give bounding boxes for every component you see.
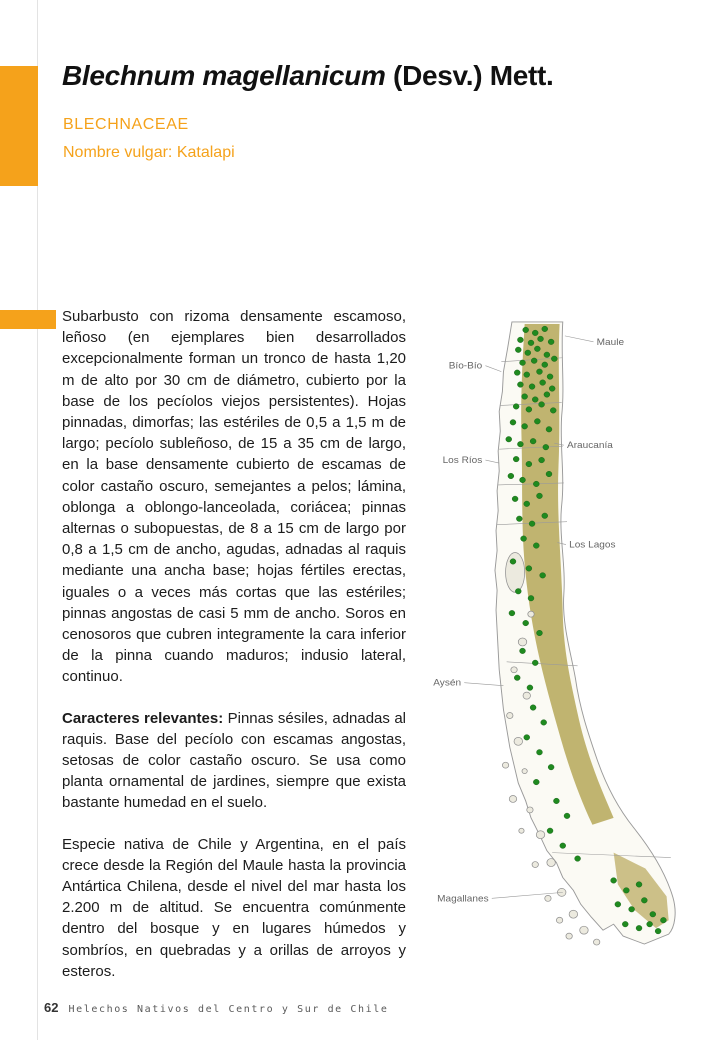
distribution-dot <box>547 828 553 834</box>
distribution-dot <box>508 473 514 479</box>
distribution-dot <box>520 360 526 366</box>
map-region-label: Magallanes <box>437 893 489 905</box>
distribution-dot <box>522 394 528 400</box>
description-paragraph: Subarbusto con rizoma densamente escamoso, leñoso (en ejemplares bien desarrollados excepcionalmente forman un tronco de hasta 1,20 m de alto por 30 cm de diámetro, cubierto por la base de los pecíolos viejos persistentes). Hojas pinnadas, dimorfas; las estériles de 0,5 a 1,5 m de largo; pecíolo subleñoso, de 15 a 35 cm de largo, en la base densamente cubierto de escamas de color castaño oscuro, semejantes a pelos; lámina, oblonga a oblongo-lanceolada, coriácea; pinnas alternas o subopuestas, de 8 a 15 cm de largo por 0,8 a 1,5 cm de ancho, agudas, adnadas al raquis mediante una ancha base; hojas fértiles erectas, iguales o a veces más cortas que las estériles; pinnas angostas de casi 5 mm de ancho. Soros en cenosoros que cubren integramente la cara inferior de la pinna cuando maduros; indusio lateral, continuo. <box>62 308 406 686</box>
characters-paragraph <box>62 708 406 814</box>
label-leader-line <box>464 683 503 686</box>
distribution-dot <box>524 735 530 741</box>
distribution-dot <box>537 369 543 375</box>
distribution-dot <box>509 610 515 616</box>
map-region-label: Araucanía <box>567 440 613 452</box>
distribution-dot <box>528 340 534 346</box>
distribution-dot <box>532 397 538 403</box>
page-number: 62 <box>44 1000 59 1015</box>
distribution-dot <box>517 441 523 447</box>
distribution-dot <box>537 493 543 499</box>
distribution-dot <box>538 336 544 342</box>
distribution-dot <box>660 917 666 923</box>
label-leader-line <box>492 892 563 898</box>
distribution-dot <box>537 749 543 755</box>
distribution-dot <box>530 438 536 444</box>
distribution-dot <box>623 888 629 894</box>
distribution-dot <box>540 573 546 579</box>
label-leader-line <box>565 336 594 342</box>
distribution-dot <box>531 358 537 364</box>
distribution-dot <box>546 427 552 433</box>
distribution-dot <box>528 595 534 601</box>
body-text-column <box>62 306 406 1002</box>
map-region-label: Los Ríos <box>442 455 483 466</box>
distribution-dot <box>524 501 530 507</box>
distribution-dot <box>553 798 559 804</box>
label-leader-line <box>485 366 501 372</box>
distribution-dot <box>514 675 520 681</box>
map-region-label: Los Lagos <box>569 539 616 551</box>
paragraph-accent-bar <box>0 310 56 329</box>
distribution-dot <box>523 620 529 626</box>
distribution-dot <box>532 660 538 666</box>
distribution-dot <box>546 471 552 477</box>
distribution-dot <box>537 630 543 636</box>
distribution-dot <box>515 588 521 594</box>
distribution-dot <box>521 536 527 542</box>
distribution-dot <box>526 407 532 413</box>
distribution-dot <box>544 392 550 398</box>
family-name: BLECHNACEAE <box>63 116 189 133</box>
distribution-dot <box>542 326 548 332</box>
distribution-map <box>406 316 692 952</box>
distribution-dot <box>564 813 570 819</box>
distribution-dot <box>529 384 535 390</box>
distribution-dot <box>636 925 642 931</box>
distribution-dot <box>524 372 530 378</box>
distribution-dot <box>523 327 529 333</box>
distribution-dot <box>550 408 556 414</box>
distribution-dot <box>515 347 521 353</box>
distribution-dot <box>516 516 522 522</box>
characters-label: Caracteres relevantes: <box>62 709 224 727</box>
distribution-dot <box>548 764 554 770</box>
map-region-label: Bío-Bío <box>448 360 483 372</box>
chile-map-svg <box>406 316 692 952</box>
distribution-dot <box>541 720 547 726</box>
distribution-dot <box>530 705 536 711</box>
map-region-label: Maule <box>596 337 625 348</box>
distribution-dot <box>513 456 519 462</box>
characters-text: Pinnas sésiles, adnadas al raquis. Base del pecíolo con escamas angostas, setosas de color castaño oscuro. Se usa como planta ornamental de jardines, siempre que exista bastante humedad en el suelo. <box>62 709 406 812</box>
map-region-label: Aysén <box>433 677 462 689</box>
distribution-dot <box>520 477 526 483</box>
distribution-dot <box>534 419 540 425</box>
distribution-dot <box>526 566 532 572</box>
distribution-dot <box>532 330 538 336</box>
distribution-dot <box>542 513 548 519</box>
distribution-dot <box>510 559 516 565</box>
book-title: Helechos Nativos del Centro y Sur de Chile <box>68 1004 389 1015</box>
distribution-dot <box>517 382 523 388</box>
distribution-dot <box>534 346 540 352</box>
distribution-dot <box>506 436 512 442</box>
distribution-dot <box>513 404 519 410</box>
distribution-dot <box>514 370 520 376</box>
distribution-dot <box>533 779 539 785</box>
distribution-dot <box>512 496 518 502</box>
distribution-dot <box>533 543 539 549</box>
distribution-dot <box>547 374 553 380</box>
distribution-dot <box>636 882 642 888</box>
distribution-dot <box>548 339 554 345</box>
distribution-dot <box>533 481 539 487</box>
distribution-dot <box>539 457 545 463</box>
distribution-dot <box>542 362 548 368</box>
distribution-dot <box>655 928 661 934</box>
distribution-dot <box>622 921 628 927</box>
distribution-dot <box>543 444 549 450</box>
distribution-dot <box>549 386 555 392</box>
distribution-dot <box>527 685 533 691</box>
distribution-dot <box>647 921 653 927</box>
distribution-dot <box>529 521 535 527</box>
distribution-dot <box>629 906 635 912</box>
distribution-dot <box>575 856 581 862</box>
distribution-paragraph: Especie nativa de Chile y Argentina, en el país crece desde la Región del Maule hasta la provincia Antártica Chilena, desde el nivel del mar hasta los 2.200 m de altitud. Se encuentra comúnmente dentro del bosque y en lugares húmedos y sombríos, en quebradas y a orillas de arroyos y esteros. <box>62 835 406 980</box>
title-accent-block <box>0 66 38 186</box>
distribution-dot <box>540 380 546 386</box>
distribution-dot <box>551 356 557 362</box>
common-name: Nombre vulgar: Katalapi <box>63 144 235 161</box>
species-authority: (Desv.) Mett. <box>393 60 554 91</box>
distribution-dot <box>520 648 526 654</box>
page-footer <box>44 1000 389 1015</box>
distribution-dot <box>611 878 617 884</box>
distribution-dot <box>650 911 656 917</box>
distribution-dot <box>560 843 566 849</box>
page-title <box>62 60 554 92</box>
distribution-dot <box>510 420 516 426</box>
distribution-dot <box>522 424 528 430</box>
species-name: Blechnum magellanicum <box>62 60 386 91</box>
distribution-dot <box>526 461 532 467</box>
label-leader-line <box>485 460 499 463</box>
distribution-dot <box>641 898 647 904</box>
distribution-dot <box>544 352 550 358</box>
distribution-dot <box>525 350 531 356</box>
distribution-dot <box>517 337 523 343</box>
distribution-dot <box>539 402 545 408</box>
distribution-dot <box>615 902 621 908</box>
